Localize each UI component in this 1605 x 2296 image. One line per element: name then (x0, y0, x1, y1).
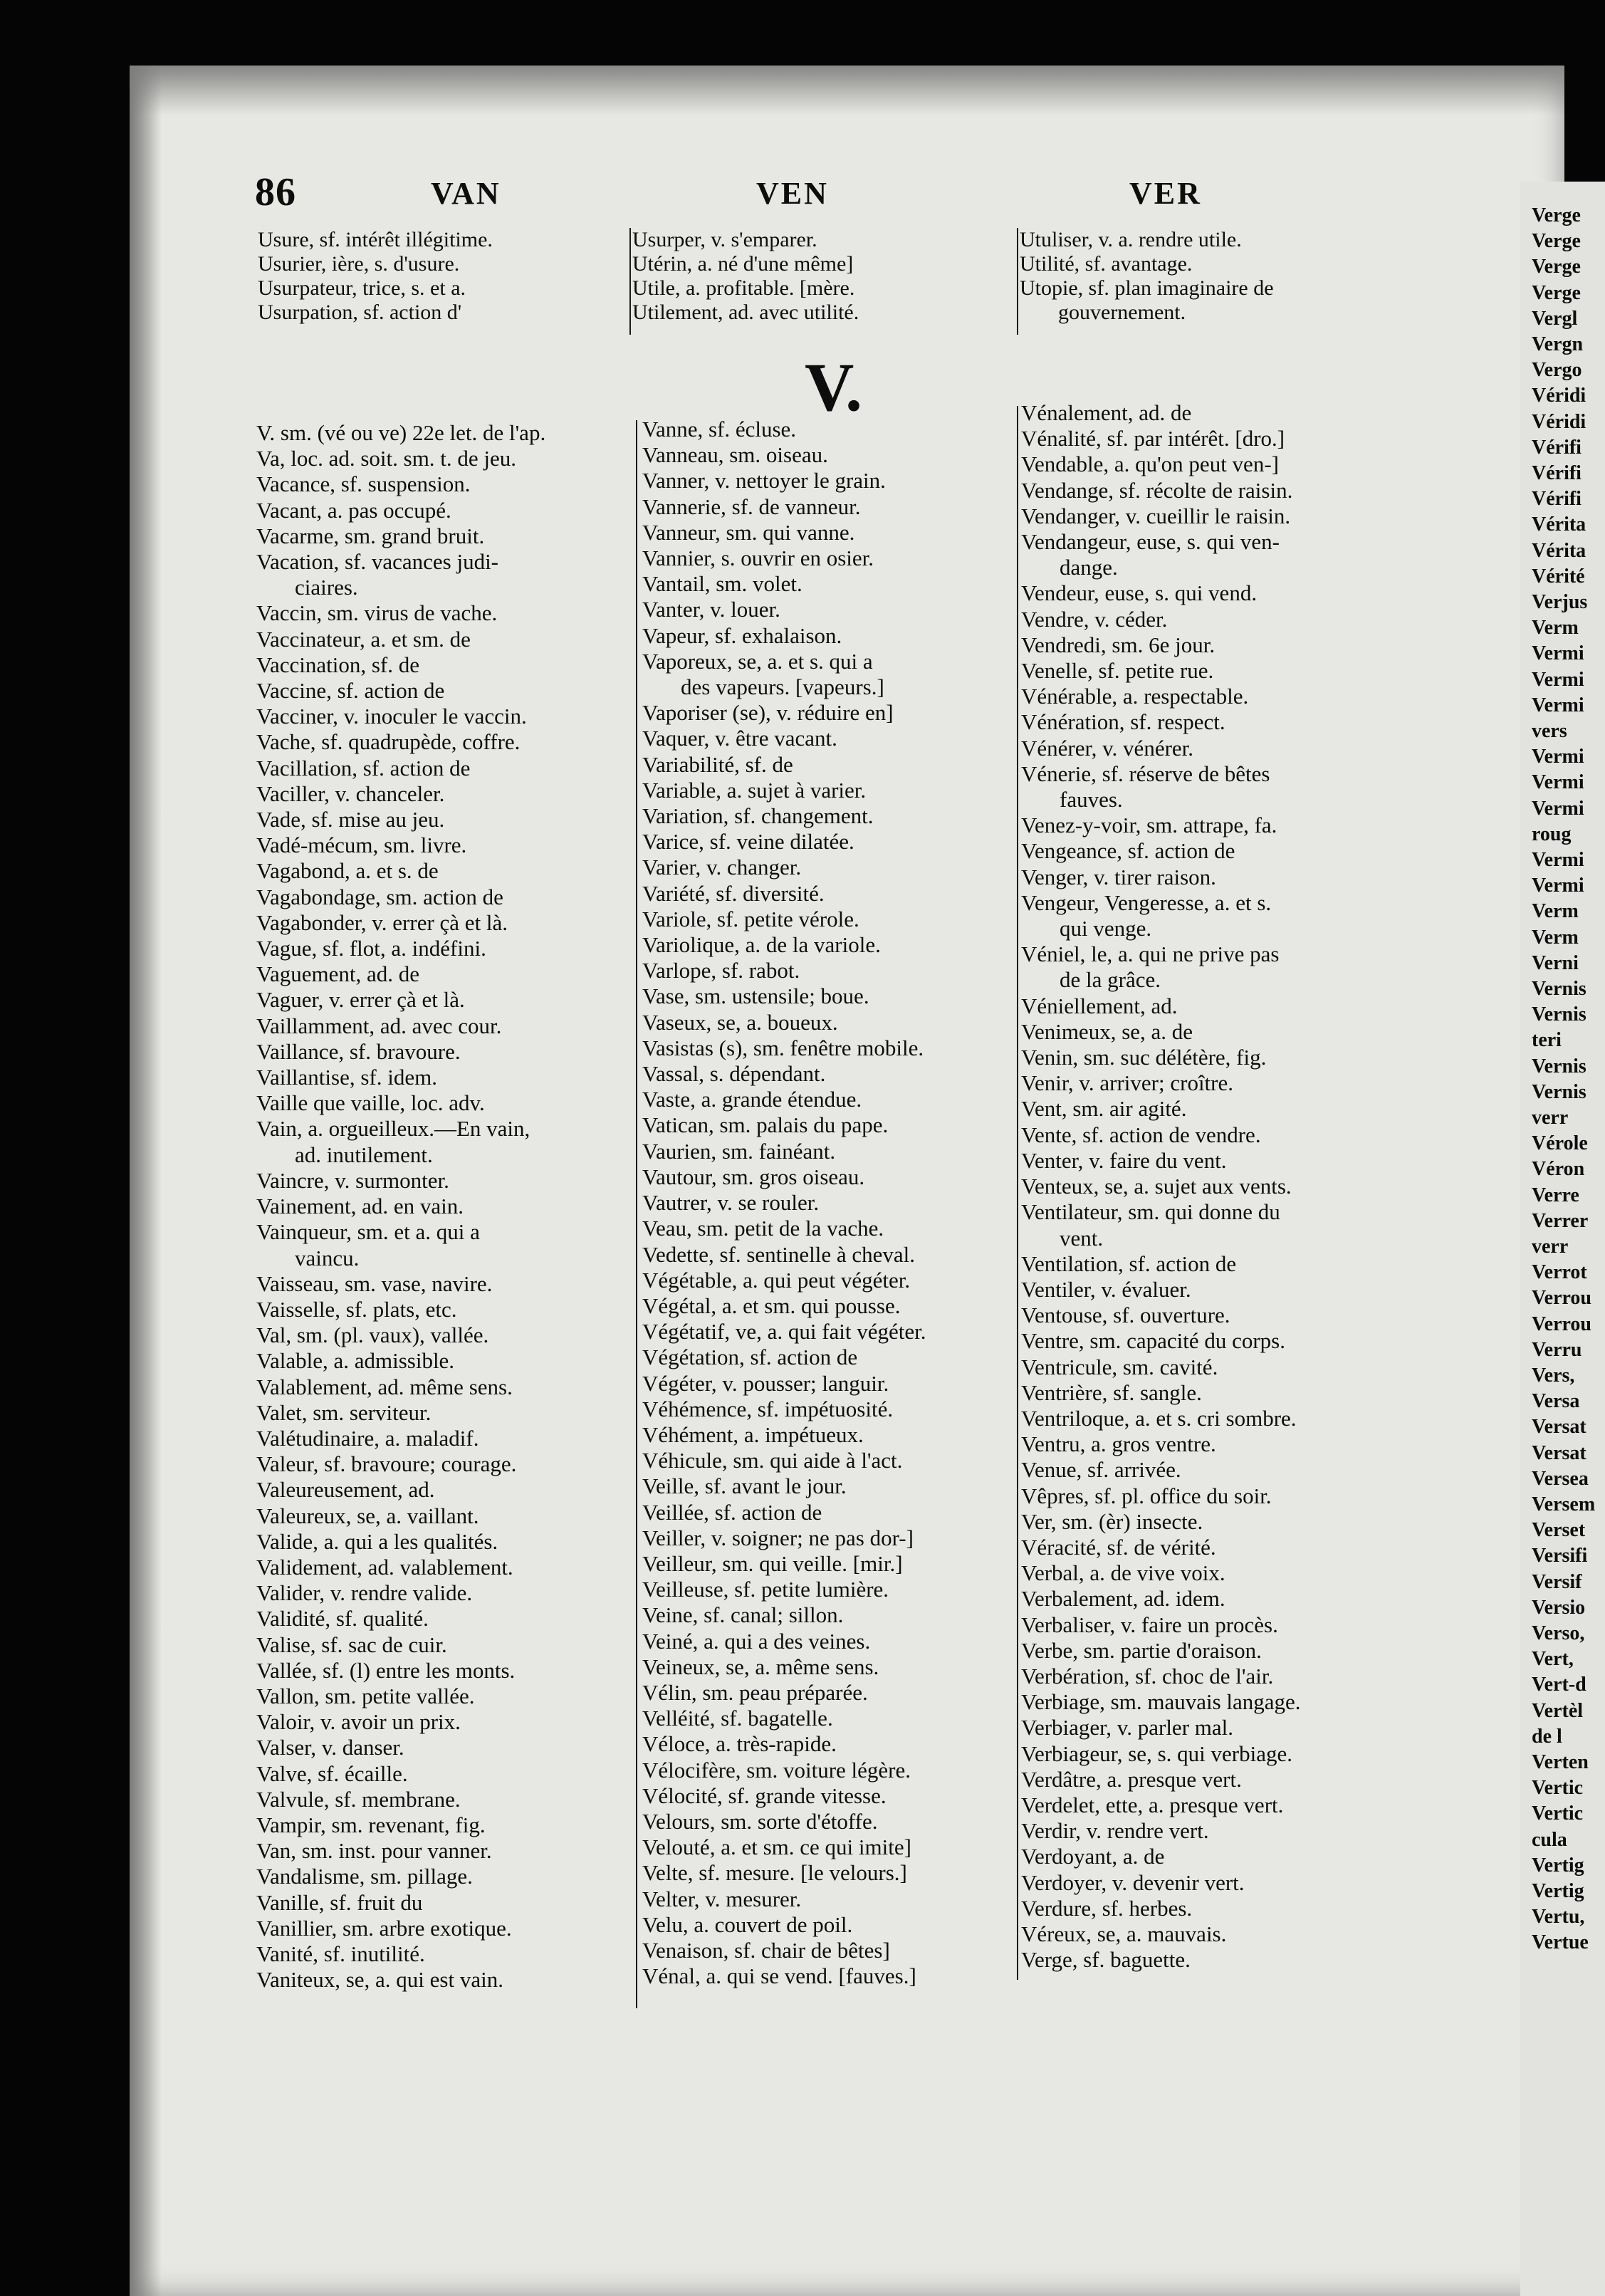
dictionary-entry: Vaporiser (se), v. réduire en] (642, 700, 894, 726)
facing-page-edge (1520, 182, 1605, 2296)
dictionary-entry: Venimeux, se, a. de (1021, 1018, 1193, 1044)
dictionary-entry: Utérin, a. né d'une même] (632, 252, 854, 276)
dictionary-entry: Vaste, a. grande étendue. (642, 1087, 862, 1112)
dictionary-entry: Vendeur, euse, s. qui vend. (1021, 580, 1258, 606)
dictionary-entry: Ventiler, v. évaluer. (1021, 1276, 1191, 1302)
dictionary-entry: Van, sm. inst. pour vanner. (256, 1838, 492, 1864)
running-head-right: VER (1129, 176, 1202, 211)
dictionary-entry: Vélocité, sf. grande vitesse. (642, 1783, 887, 1808)
dictionary-entry: Veillée, sf. action de (642, 1499, 822, 1525)
dictionary-entry: Véniellement, ad. (1021, 993, 1178, 1018)
dictionary-entry: Utilité, sf. avantage. (1020, 252, 1193, 276)
facing-page-stub: Verge (1532, 204, 1581, 226)
dictionary-entry: Vainqueur, sm. et a. qui a (256, 1219, 480, 1245)
dictionary-entry: Veilleuse, sf. petite lumière. (642, 1577, 889, 1602)
top-column-3 (1020, 228, 1418, 325)
dictionary-entry: Vénalité, sf. par intérêt. [dro.] (1021, 426, 1285, 452)
dictionary-entry: Variable, a. sujet à varier. (642, 777, 867, 803)
dictionary-entry: Verdelet, ette, a. presque vert. (1021, 1792, 1284, 1817)
facing-page-stub: Verru (1532, 1338, 1582, 1361)
dictionary-entry: Velouté, a. et sm. ce qui imite] (642, 1835, 911, 1860)
facing-page-stub: de l (1532, 1725, 1562, 1748)
facing-page-stub: Vermi (1532, 746, 1584, 768)
dictionary-entry: Ventriloque, a. et s. cri sombre. (1021, 1405, 1297, 1431)
dictionary-entry: Vénérer, v. vénérer. (1021, 735, 1194, 761)
dictionary-entry: Venaison, sf. chair de bêtes] (642, 1937, 890, 1963)
facing-page-stub: Vertig (1532, 1880, 1584, 1902)
dictionary-entry: Varlope, sf. rabot. (642, 958, 800, 983)
dictionary-entry: Végétable, a. qui peut végéter. (642, 1267, 911, 1293)
dictionary-entry: Vatican, sm. palais du pape. (642, 1112, 889, 1138)
dictionary-entry: Vacillation, sf. action de (256, 755, 471, 781)
dictionary-entry: Velours, sm. sorte d'étoffe. (642, 1808, 878, 1834)
dictionary-entry: Vaillance, sf. bravoure. (256, 1038, 461, 1064)
dictionary-entry: fauves. (1060, 787, 1123, 813)
dictionary-entry: Variabilité, sf. de (642, 751, 793, 777)
dictionary-entry: Végétal, a. et sm. qui pousse. (642, 1293, 901, 1318)
dictionary-entry: Valeureusement, ad. (256, 1477, 435, 1503)
dictionary-entry: Véhicule, sm. qui aide à l'act. (642, 1448, 903, 1473)
dictionary-entry: Vaquer, v. être vacant. (642, 726, 837, 751)
facing-page-stub: Versat (1532, 1416, 1586, 1439)
facing-page-stub: Vernis (1532, 1055, 1586, 1077)
facing-page-stub: Versif (1532, 1570, 1582, 1593)
dictionary-entry: Vaccination, sf. de (256, 652, 419, 677)
dictionary-entry: Vallon, sm. petite vallée. (256, 1683, 475, 1708)
dictionary-entry: Verbaliser, v. faire un procès. (1021, 1612, 1278, 1637)
dictionary-entry: Variole, sf. petite vérole. (642, 906, 859, 932)
dictionary-entry: Vaseux, se, a. boueux. (642, 1009, 838, 1035)
dictionary-entry: Vautrer, v. se rouler. (642, 1190, 820, 1216)
top-column-2 (632, 228, 1021, 325)
dictionary-entry: Végétatif, ve, a. qui fait végéter. (642, 1319, 926, 1345)
dictionary-entry: Venez-y-voir, sm. attrape, fa. (1021, 813, 1277, 838)
dictionary-entry: Utopie, sf. plan imaginaire de (1020, 276, 1274, 300)
dictionary-entry: Verge, sf. baguette. (1021, 1947, 1191, 1973)
dictionary-entry: Vacant, a. pas occupé. (256, 497, 451, 523)
dictionary-entry: V. sm. (vé ou ve) 22e let. de l'ap. (256, 420, 546, 445)
dictionary-entry: Vacarme, sm. grand bruit. (256, 523, 485, 548)
facing-page-stub: Verge (1532, 230, 1581, 253)
dictionary-entry: de la grâce. (1060, 967, 1161, 993)
dictionary-entry: Végéter, v. pousser; languir. (642, 1370, 889, 1396)
dictionary-entry: Valablement, ad. même sens. (256, 1374, 513, 1399)
facing-page-stub: Verrou (1532, 1313, 1591, 1335)
facing-page-stub: Vergo (1532, 359, 1582, 382)
dictionary-entry: Vaccinateur, a. et sm. de (256, 626, 471, 652)
dictionary-entry: Véloce, a. très-rapide. (642, 1731, 837, 1757)
dictionary-entry: Vassal, s. dépendant. (642, 1061, 826, 1087)
facing-page-stub: Vérifi (1532, 488, 1582, 511)
dictionary-entry: Véracité, sf. de vérité. (1021, 1534, 1216, 1560)
dictionary-entry: Usurpation, sf. action d' (258, 301, 462, 324)
dictionary-entry: Verbe, sm. partie d'oraison. (1021, 1637, 1262, 1663)
dictionary-entry: Valider, v. rendre valide. (256, 1580, 473, 1606)
dictionary-entry: Vaguer, v. errer çà et là. (256, 987, 465, 1013)
dictionary-entry: Velu, a. couvert de poil. (642, 1911, 853, 1937)
dictionary-entry: Vainement, ad. en vain. (256, 1194, 464, 1219)
dictionary-entry: Verbiage, sm. mauvais langage. (1021, 1689, 1301, 1715)
dictionary-entry: Vanne, sf. écluse. (642, 417, 797, 442)
dictionary-entry: Vendangeur, euse, s. qui ven- (1021, 529, 1280, 555)
dictionary-entry: Vanner, v. nettoyer le grain. (642, 468, 886, 494)
dictionary-entry: Vagabond, a. et s. de (256, 858, 439, 884)
dictionary-entry: Veiné, a. qui a des veines. (642, 1628, 871, 1654)
facing-page-stub: Vérité (1532, 565, 1585, 588)
facing-page-stub: roug (1532, 823, 1572, 845)
facing-page-stub: Versea (1532, 1467, 1589, 1490)
facing-page-stub: Versio (1532, 1596, 1586, 1619)
facing-page-stub: Véridi (1532, 385, 1586, 407)
dictionary-entry: Vaccine, sf. action de (256, 678, 445, 704)
dictionary-entry: Ventilation, sf. action de (1021, 1251, 1237, 1276)
dictionary-entry: Vannerie, sf. de vanneur. (642, 494, 861, 519)
dictionary-entry: Velter, v. mesurer. (642, 1886, 802, 1911)
dictionary-entry: Verdoyant, a. de (1021, 1844, 1165, 1869)
facing-page-stub: Vermi (1532, 668, 1584, 691)
facing-page-stub: Vérifi (1532, 462, 1582, 484)
dictionary-entry: Vaincre, v. surmonter. (256, 1167, 449, 1193)
dictionary-entry: Verbiager, v. parler mal. (1021, 1715, 1233, 1741)
dictionary-entry: Vaisselle, sf. plats, etc. (256, 1296, 457, 1322)
dictionary-entry: Vélin, sm. peau préparée. (642, 1679, 868, 1705)
facing-page-stub: Verge (1532, 256, 1581, 278)
facing-page-stub: Verge (1532, 281, 1581, 304)
facing-page-stub: Vergl (1532, 307, 1578, 330)
dictionary-entry: Vendange, sf. récolte de raisin. (1021, 477, 1293, 503)
dictionary-entry: Valeureux, se, a. vaillant. (256, 1503, 479, 1528)
dictionary-entry: Vêpres, sf. pl. office du soir. (1021, 1483, 1272, 1508)
section-letter: V. (805, 349, 862, 425)
dictionary-entry: Utile, a. profitable. [mère. (632, 276, 855, 300)
dictionary-entry: Vapeur, sf. exhalaison. (642, 622, 842, 648)
dictionary-entry: Verdure, sf. herbes. (1021, 1895, 1193, 1921)
dictionary-entry: Venue, sf. arrivée. (1021, 1457, 1181, 1483)
dictionary-entry: Verdâtre, a. presque vert. (1021, 1766, 1242, 1792)
dictionary-entry: Vautour, sm. gros oiseau. (642, 1164, 865, 1189)
dictionary-entry: Véhémence, sf. impétuosité. (642, 1396, 894, 1421)
dictionary-entry: Verbiageur, se, s. qui verbiage. (1021, 1741, 1292, 1766)
dictionary-entry: Validité, sf. qualité. (256, 1606, 429, 1632)
dictionary-entry: Vendre, v. céder. (1021, 606, 1168, 632)
dictionary-entry: Vengeur, Vengeresse, a. et s. (1021, 889, 1272, 915)
dictionary-entry: Vacation, sf. vacances judi- (256, 549, 499, 575)
facing-page-stub: Verjus (1532, 591, 1588, 613)
dictionary-entry: Vannier, s. ouvrir en osier. (642, 546, 874, 571)
facing-page-stub: Verrot (1532, 1261, 1587, 1284)
dictionary-entry: Vanillier, sm. arbre exotique. (256, 1915, 512, 1941)
running-head-left: VAN (431, 176, 501, 211)
facing-page-stub: verr (1532, 1107, 1569, 1129)
facing-page-stub: Véron (1532, 1158, 1585, 1181)
dictionary-entry: Vacciner, v. inoculer le vaccin. (256, 704, 527, 729)
dictionary-entry: Vagabonder, v. errer çà et là. (256, 909, 508, 935)
facing-page-stub: Vert-d (1532, 1674, 1586, 1696)
dictionary-entry: Venin, sm. suc délétère, fig. (1021, 1045, 1267, 1070)
facing-page-stub: Vermi (1532, 771, 1584, 794)
dictionary-entry: Vénerie, sf. réserve de bêtes (1021, 761, 1270, 786)
dictionary-entry: Vanille, sf. fruit du (256, 1889, 423, 1915)
dictionary-entry: Ventricule, sm. cavité. (1021, 1354, 1218, 1379)
dictionary-entry: Vénérable, a. respectable. (1021, 684, 1249, 709)
dictionary-entry: Valétudinaire, a. maladif. (256, 1425, 479, 1451)
dictionary-entry: Varier, v. changer. (642, 855, 802, 880)
dictionary-entry: Validement, ad. valablement. (256, 1554, 513, 1580)
facing-page-stub: Vernis (1532, 1080, 1586, 1103)
dictionary-entry: Valoir, v. avoir un prix. (256, 1709, 461, 1735)
dictionary-entry: Végétation, sf. action de (642, 1345, 858, 1370)
dictionary-entry: Vente, sf. action de vendre. (1021, 1122, 1261, 1147)
dictionary-entry: Ventrière, sf. sangle. (1021, 1379, 1202, 1405)
facing-page-stub: Vergn (1532, 333, 1584, 355)
dictionary-entry: Vaurien, sm. fainéant. (642, 1138, 836, 1164)
dictionary-entry: Variation, sf. changement. (642, 803, 874, 829)
facing-page-stub: teri (1532, 1029, 1562, 1052)
dictionary-entry: Ventre, sm. capacité du corps. (1021, 1328, 1286, 1354)
facing-page-stub: Vertic (1532, 1802, 1584, 1825)
dictionary-entry: Vade, sf. mise au jeu. (256, 807, 445, 833)
dictionary-entry: Usure, sf. intérêt illégitime. (258, 228, 493, 251)
dictionary-entry: Venir, v. arriver; croître. (1021, 1070, 1233, 1096)
dictionary-entry: Véreux, se, a. mauvais. (1021, 1921, 1227, 1946)
column-rule (636, 420, 637, 2008)
facing-page-stub: Verrou (1532, 1287, 1591, 1310)
dictionary-entry: Veille, sf. avant le jour. (642, 1473, 847, 1499)
running-head-center: VEN (756, 176, 829, 211)
dictionary-entry: Vendable, a. qu'on peut ven-] (1021, 452, 1279, 477)
dictionary-entry: Valve, sf. écaille. (256, 1760, 408, 1786)
dictionary-entry: Vague, sf. flot, a. indéfini. (256, 936, 486, 961)
facing-page-stub: Verm (1532, 926, 1579, 949)
dictionary-entry: Ver, sm. (èr) insecte. (1021, 1508, 1203, 1534)
facing-page-stub: verr (1532, 1236, 1569, 1258)
dictionary-entry: Val, sm. (pl. vaux), vallée. (256, 1322, 489, 1348)
dictionary-entry: Va, loc. ad. soit. sm. t. de jeu. (256, 446, 517, 471)
facing-page-stub: Verso, (1532, 1622, 1585, 1644)
dictionary-entry: Velte, sf. mesure. [le velours.] (642, 1860, 907, 1886)
dictionary-entry: des vapeurs. [vapeurs.] (681, 674, 884, 700)
dictionary-entry: Vaillantise, sf. idem. (256, 1065, 437, 1090)
dictionary-entry: Vanter, v. louer. (642, 597, 780, 622)
facing-page-stub: Verre (1532, 1184, 1579, 1206)
dictionary-entry: Ventru, a. gros ventre. (1021, 1431, 1216, 1457)
entry-column-2 (642, 417, 1037, 1989)
dictionary-entry: Vadé-mécum, sm. livre. (256, 833, 467, 858)
dictionary-entry: Vénalement, ad. de (1021, 400, 1192, 425)
dictionary-entry: Vantail, sm. volet. (642, 571, 802, 597)
dictionary-entry: Vaillamment, ad. avec cour. (256, 1013, 502, 1038)
facing-page-stub: Verten (1532, 1751, 1589, 1773)
dictionary-entry: Vandalisme, sm. pillage. (256, 1864, 473, 1889)
dictionary-entry: Utilement, ad. avec utilité. (632, 301, 859, 324)
dictionary-entry: Valeur, sf. bravoure; courage. (256, 1451, 517, 1477)
dictionary-entry: Varice, sf. veine dilatée. (642, 829, 854, 855)
dictionary-entry: Venter, v. faire du vent. (1021, 1147, 1227, 1173)
dictionary-entry: Vanneau, sm. oiseau. (642, 442, 828, 468)
facing-page-stub: Vérita (1532, 513, 1586, 536)
dictionary-entry: Variété, sf. diversité. (642, 880, 825, 906)
dictionary-entry: Ventilateur, sm. qui donne du (1021, 1199, 1280, 1225)
facing-page-stub: Vérole (1532, 1132, 1588, 1155)
column-rule (629, 228, 631, 335)
dictionary-entry: Vénal, a. qui se vend. [fauves.] (642, 1963, 916, 1989)
dictionary-entry: Vaporeux, se, a. et s. qui a (642, 648, 873, 674)
dictionary-entry: Vasistas (s), sm. fenêtre mobile. (642, 1035, 924, 1060)
entry-column-1 (256, 420, 648, 1993)
dictionary-entry: Vaguement, ad. de (256, 961, 419, 987)
dictionary-entry: Vengeance, sf. action de (1021, 838, 1235, 864)
dictionary-entry: Valvule, sf. membrane. (256, 1786, 461, 1812)
facing-page-stub: Vert, (1532, 1648, 1574, 1671)
facing-page-stub: Versifi (1532, 1545, 1588, 1567)
dictionary-entry: vent. (1060, 1225, 1104, 1251)
facing-page-stub: Verni (1532, 951, 1579, 974)
dictionary-entry: Vaciller, v. chanceler. (256, 781, 445, 806)
dictionary-entry: Vain, a. orgueilleux.—En vain, (256, 1116, 530, 1142)
dictionary-entry: Vaccin, sm. virus de vache. (256, 600, 498, 626)
dictionary-entry: Vénération, sf. respect. (1021, 709, 1225, 735)
dictionary-entry: Vedette, sf. sentinelle à cheval. (642, 1241, 916, 1267)
dictionary-entry: gouvernement. (1058, 301, 1186, 324)
facing-page-stub: Verm (1532, 617, 1579, 640)
top-column-1 (258, 228, 621, 325)
dictionary-entry: Verbalement, ad. idem. (1021, 1586, 1225, 1612)
facing-page-stub: Véridi (1532, 410, 1586, 433)
column-rule (1017, 228, 1018, 335)
column-rule (1017, 406, 1018, 1980)
dictionary-entry: Valet, sm. serviteur. (256, 1399, 432, 1425)
facing-page-stub: Vertèl (1532, 1699, 1584, 1722)
dictionary-entry: Vase, sm. ustensile; boue. (642, 983, 869, 1009)
dictionary-entry: ad. inutilement. (295, 1142, 433, 1167)
dictionary-entry: qui venge. (1060, 916, 1152, 941)
dictionary-entry: dange. (1060, 555, 1118, 580)
facing-page-stub: Vers, (1532, 1364, 1575, 1387)
dictionary-entry: Verdoyer, v. devenir vert. (1021, 1869, 1245, 1895)
facing-page-stub: Versa (1532, 1390, 1580, 1413)
dictionary-entry: Verbal, a. de vive voix. (1021, 1560, 1225, 1586)
dictionary-entry: vaincu. (295, 1245, 360, 1270)
facing-page-stub: Vertic (1532, 1777, 1584, 1800)
facing-page-stub: Vermi (1532, 797, 1584, 820)
dictionary-entry: Usurper, v. s'emparer. (632, 228, 817, 251)
dictionary-entry: Valser, v. danser. (256, 1735, 404, 1760)
facing-page-stub: Vérifi (1532, 436, 1582, 459)
entry-column-3 (1021, 400, 1420, 1973)
facing-page-stub: Vertue (1532, 1931, 1589, 1954)
dictionary-entry: Véhément, a. impétueux. (642, 1421, 864, 1447)
dictionary-entry: Vaniteux, se, a. qui est vain. (256, 1967, 503, 1993)
dictionary-entry: Velléité, sf. bagatelle. (642, 1706, 833, 1731)
facing-page-stub: Vertig (1532, 1854, 1584, 1877)
dictionary-entry: Vache, sf. quadrupède, coffre. (256, 729, 521, 755)
dictionary-entry: Vanité, sf. inutilité. (256, 1941, 425, 1966)
dictionary-entry: Ventouse, sf. ouverture. (1021, 1303, 1230, 1328)
facing-page-stub: Vernis (1532, 978, 1586, 1000)
dictionary-entry: Vendanger, v. cueillir le raisin. (1021, 503, 1291, 528)
dictionary-entry: Vendredi, sm. 6e jour. (1021, 632, 1215, 657)
dictionary-entry: Variolique, a. de la variole. (642, 932, 881, 958)
page-number: 86 (255, 170, 296, 214)
dictionary-entry: Vanneur, sm. qui vanne. (642, 519, 855, 545)
dictionary-entry: Venteux, se, a. sujet aux vents. (1021, 1174, 1292, 1199)
dictionary-entry: Venelle, sf. petite rue. (1021, 658, 1214, 684)
dictionary-entry: Utuliser, v. a. rendre utile. (1020, 228, 1242, 251)
dictionary-entry: Verbération, sf. choc de l'air. (1021, 1663, 1274, 1689)
dictionary-entry: Veineux, se, a. même sens. (642, 1654, 879, 1679)
dictionary-entry: Veiller, v. soigner; ne pas dor-] (642, 1525, 914, 1550)
facing-page-stub: Versat (1532, 1441, 1586, 1464)
dictionary-entry: Vent, sm. air agité. (1021, 1096, 1187, 1122)
dictionary-entry: Vaisseau, sm. vase, navire. (256, 1270, 493, 1296)
dictionary-entry: Verdir, v. rendre vert. (1021, 1818, 1209, 1844)
facing-page-stub: Verm (1532, 900, 1579, 923)
dictionary-entry: Usurier, ière, s. d'usure. (258, 252, 460, 276)
dictionary-entry: ciaires. (295, 575, 358, 600)
facing-page-stub: Vermi (1532, 694, 1584, 716)
facing-page-stub: Vermi (1532, 849, 1584, 871)
dictionary-entry: Venger, v. tirer raison. (1021, 864, 1216, 889)
dictionary-entry: Vampir, sm. revenant, fig. (256, 1812, 486, 1837)
dictionary-entry: Vacance, sf. suspension. (256, 471, 471, 497)
facing-page-stub: cula (1532, 1828, 1567, 1851)
facing-page-stub: vers (1532, 720, 1567, 742)
facing-page-stub: Verrer (1532, 1209, 1589, 1232)
facing-page-stub: Vérita (1532, 539, 1586, 562)
dictionary-entry: Veau, sm. petit de la vache. (642, 1216, 884, 1241)
facing-page-stub: Vermi (1532, 875, 1584, 897)
facing-page-stub: Vernis (1532, 1003, 1586, 1026)
facing-page-stub: Versem (1532, 1493, 1596, 1515)
dictionary-entry: Veine, sf. canal; sillon. (642, 1602, 844, 1628)
dictionary-entry: Valide, a. qui a les qualités. (256, 1528, 498, 1554)
facing-page-stub: Vertu, (1532, 1906, 1585, 1929)
dictionary-entry: Vaille que vaille, loc. adv. (256, 1090, 485, 1116)
dictionary-entry: Vallée, sf. (l) entre les monts. (256, 1657, 516, 1683)
dictionary-entry: Véniel, le, a. qui ne prive pas (1021, 941, 1280, 967)
dictionary-entry: Vélocifère, sm. voiture légère. (642, 1757, 911, 1783)
dictionary-entry: Veilleur, sm. qui veille. [mir.] (642, 1550, 903, 1576)
facing-page-stub: Vermi (1532, 642, 1584, 665)
facing-page-stub: Verset (1532, 1519, 1586, 1542)
dictionary-entry: Vagabondage, sm. action de (256, 884, 503, 909)
dictionary-entry: Valise, sf. sac de cuir. (256, 1632, 447, 1657)
dictionary-entry: Usurpateur, trice, s. et a. (258, 276, 466, 300)
dictionary-entry: Valable, a. admissible. (256, 1348, 455, 1374)
